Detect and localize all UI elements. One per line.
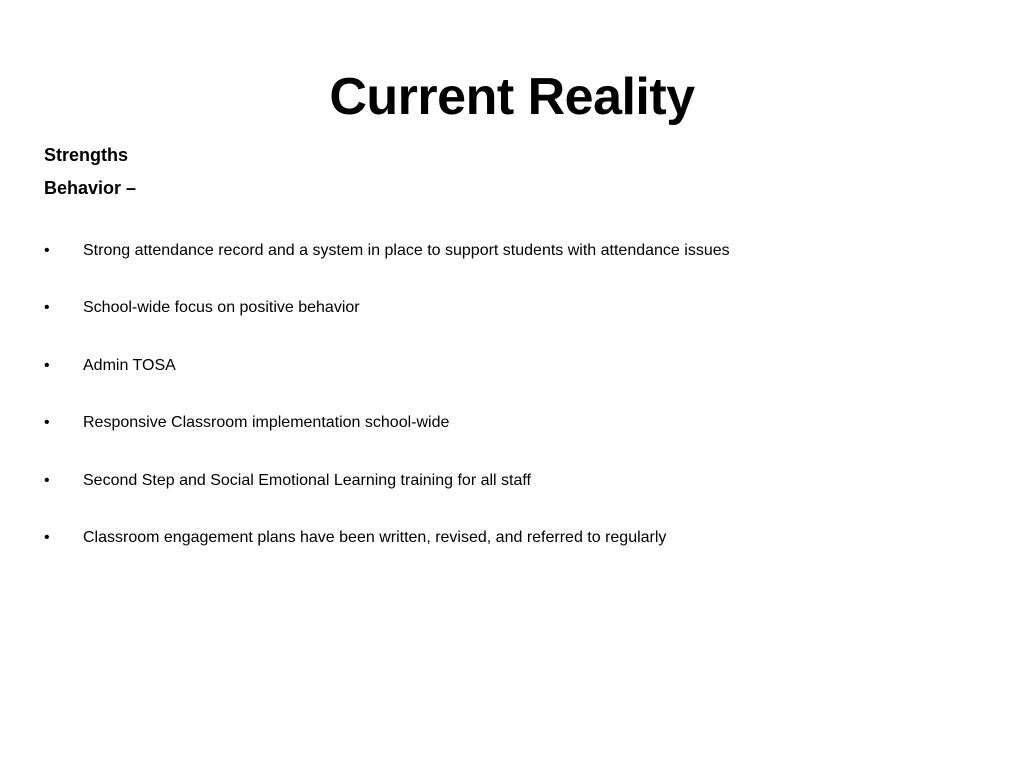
slide-title: Current Reality <box>329 68 695 126</box>
bullet-item <box>44 239 730 296</box>
strengths-heading: Strengths <box>44 145 129 165</box>
bullet-text: Classroom engagement plans have been written, revised, and referred to regularly <box>83 528 667 546</box>
bullet-item <box>44 354 730 411</box>
bullet-item <box>44 411 730 468</box>
bullet-icon: • <box>44 242 50 259</box>
bullet-icon: • <box>44 414 50 432</box>
bullet-icon: • <box>44 299 50 317</box>
bullet-icon: • <box>44 528 50 546</box>
bullet-text: Responsive Classroom implementation school-wide <box>83 414 450 432</box>
bullet-text: Admin TOSA <box>83 356 176 374</box>
bullet-icon: • <box>44 471 50 489</box>
bullet-item <box>44 469 730 526</box>
bullet-item <box>44 526 730 583</box>
behavior-heading: Behavior – <box>44 178 137 198</box>
bullet-item <box>44 296 730 353</box>
bullet-text: Second Step and Social Emotional Learning training for all staff <box>83 471 531 489</box>
bullet-text: School-wide focus on positive behavior <box>83 299 360 317</box>
bullet-text: Strong attendance record and a system in place to support students with attendance issues <box>83 242 730 259</box>
bullet-icon: • <box>44 356 50 374</box>
strengths-bullet-list <box>44 239 730 583</box>
